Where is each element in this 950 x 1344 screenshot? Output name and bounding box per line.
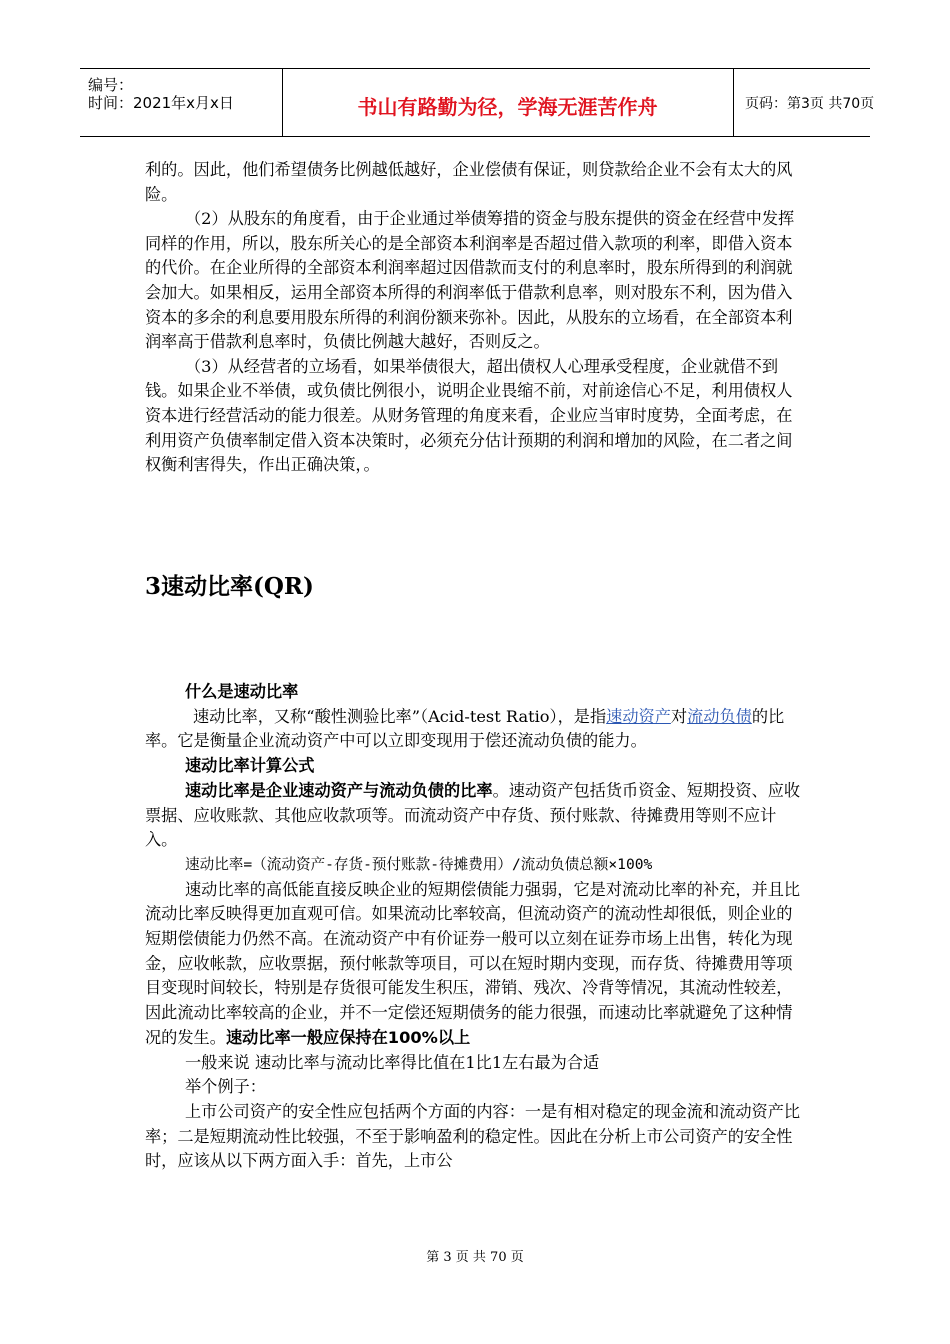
header-meta-cell <box>80 69 283 136</box>
section-debt-ratio-text <box>145 158 805 478</box>
section-quick-ratio-text <box>145 680 807 1174</box>
subheading-what-is: 什么是速动比率 <box>185 682 299 701</box>
link-quick-assets[interactable]: 速动资产 <box>606 706 671 726</box>
explanation-text: 速动比率的高低能直接反映企业的短期偿债能力强弱，它是对流动比率的补充，并且比流动比率反映得更加直观可信。如果流动比率较高，但流动资产的流动性却很低，则企业的短期偿债能力仍然不高。在流动资产中有价证券一般可以立刻在证券市场上出售，转化为现金，应收帐款，应收票据，预付帐款等项目，可以在短时期内变现，而存货、待摊费用等项目变现时间较长，特别是存货很可能发生积压，滞销、残次、冷背等情况，其流动性较差，因此流动比率较高的企业，并不一定偿还短期债务的能力很强，而速动比率就避免了这种情况的发生。 <box>145 879 801 1047</box>
paragraph: 利的。因此，他们希望债务比例越低越好，企业偿债有保证，则贷款给企业不会有太大的风险。 <box>145 160 793 204</box>
explanation-bold-text: 速动比率一般应保持在100%以上 <box>225 1027 471 1047</box>
calculation-bold-text: 速动比率是企业速动资产与流动负债的比率 <box>185 780 493 800</box>
header-motto: 书山有路勤为径，学海无涯苦作舟 <box>357 95 658 119</box>
definition-paragraph <box>145 705 807 754</box>
paragraph: （2）从股东的角度看，由于企业通过举债筹措的资金与股东提供的资金在经营中发挥同样的作用，所以，股东所关心的是全部资本利润率是否超过借入款项的利率，即借入资本的代价。在企业所得的全部资本利润率超过因借款而支付的利息率时，股东所得到的利润就会加大。如果相反，运用全部资本所得的利润率低于借款利息率，则对股东不利，因为借入资本的多余的利息要用股东所得的利润份额来弥补。因此，从股东的立场看，在全部资本利润率高于借款利息率时，负债比例越大越好，否则反之。 <box>145 209 795 352</box>
page-footer: 第 3 页 共 70 页 <box>426 1250 524 1265</box>
page-header <box>80 68 875 137</box>
header-motto-cell <box>282 69 734 136</box>
header-page-cell <box>733 69 875 136</box>
section-heading: 3速动比率(QR) <box>145 573 314 600</box>
document-number-label: 编号： <box>88 76 134 94</box>
calculation-text: 。速动资产包括货币资金、短期投资、应收票据、应收账款、其他应收款项等。而流动资产中存货、预付账款、待摊费用等则不应计入。 <box>145 780 801 850</box>
header-page-info: 页码：第3页 共70页 <box>745 96 875 112</box>
paragraph: （3）从经营者的立场看，如果举债很大，超出债权人心理承受程度，企业就借不到钱。如果企业不举债，或负债比例很小，说明企业畏缩不前，对前途信心不足，利用债权人资本进行经营活动的能力很差。从财务管理的角度来看，企业应当审时度势，全面考虑，在利用资产负债率制定借入资本决策时，必须充分估计预期的利润和增加的风险，在二者之间权衡利害得失，作出正确决策，。 <box>145 356 793 475</box>
definition-text: 对 <box>670 706 688 726</box>
example-paragraph: 上市公司资产的安全性应包括两个方面的内容：一是有相对稳定的现金流和流动资产比率；二是短期流动性比较强，不至于影响盈利的稳定性。因此在分析上市公司资产的安全性时，应该从以下两方面入手：首先，上市公 <box>145 1101 801 1171</box>
general-rule-line: 一般来说 速动比率与流动比率得比值在1比1左右最为合适 <box>185 1052 600 1072</box>
explanation-paragraph <box>145 878 807 1051</box>
example-label: 举个例子： <box>185 1077 266 1097</box>
subheading-formula: 速动比率计算公式 <box>185 756 315 776</box>
definition-text: 速动比率，又称“酸性测验比率”（Acid-test Ratio），是指 <box>193 706 607 726</box>
definition-text: 的比率。它是衡量企业流动资产中可以立即变现用于偿还流动负债的能力。 <box>145 706 785 751</box>
document-time-label: 时间：2021年x月x日 <box>88 94 234 112</box>
calculation-paragraph <box>145 779 807 853</box>
formula-line: 速动比率=（流动资产-存货-预付账款-待摊费用）/流动负债总额×100% <box>185 855 653 873</box>
link-current-liabilities[interactable]: 流动负债 <box>687 706 752 726</box>
